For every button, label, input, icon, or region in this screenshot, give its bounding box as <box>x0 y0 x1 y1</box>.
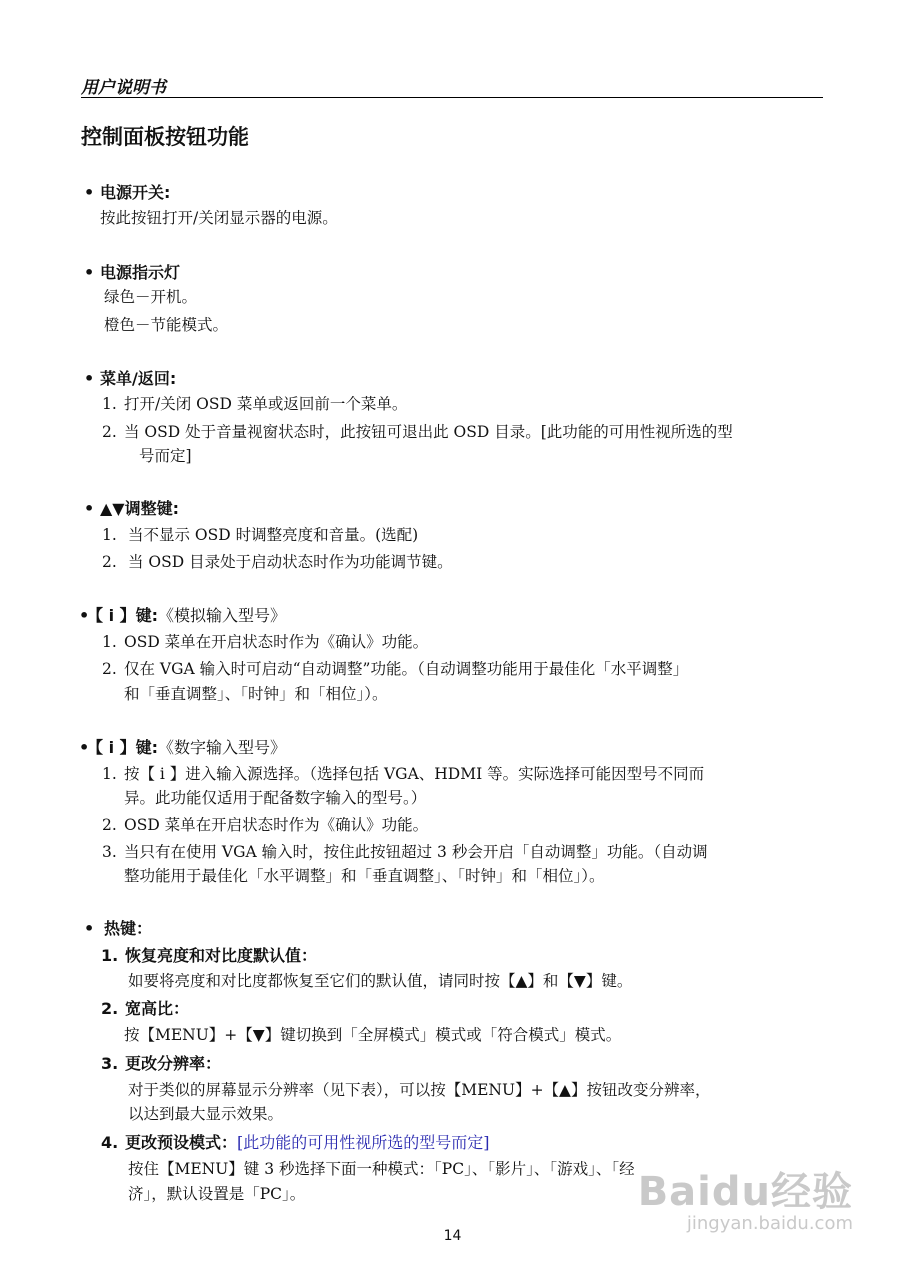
item-title: 更改预设模式： <box>125 1133 238 1152</box>
section-power-switch-heading <box>84 180 170 203</box>
power-led-green: 绿色－开机。 <box>104 288 198 306</box>
bullet: • <box>84 369 95 388</box>
list-item <box>102 813 428 835</box>
item-number: 2. <box>102 816 117 834</box>
header-rule <box>81 97 823 98</box>
item-number: 2. <box>102 423 117 441</box>
item-text: 打开/关闭 OSD 菜单或返回前一个菜单。 <box>124 395 408 413</box>
bullet: • <box>84 499 95 518</box>
section-title: ▲▼调整键: <box>100 499 180 518</box>
item-number: 4. <box>101 1133 119 1152</box>
bullet: • <box>79 606 90 625</box>
item-title: 宽高比： <box>125 999 190 1018</box>
item-number: 1. <box>102 526 117 544</box>
hotkey-reset-heading <box>101 943 317 966</box>
bullet: • <box>84 263 95 282</box>
watermark-url: jingyan.baidu.com <box>686 1213 853 1234</box>
item-text: OSD 菜单在开启状态时作为《确认》功能。 <box>124 633 429 651</box>
item-continuation: 异。此功能仅适用于配备数字输入的型号。） <box>124 789 427 807</box>
list-item <box>102 420 733 442</box>
hotkey-aspect-text: 按【MENU】+【▼】键切换到「全屏模式」模式或「符合模式」模式。 <box>124 1026 622 1044</box>
bullet: • <box>84 919 95 938</box>
baidu-watermark <box>638 1160 853 1234</box>
list-item <box>102 657 688 679</box>
item-continuation: 以达到最大显示效果。 <box>128 1105 284 1123</box>
item-text: 当 OSD 处于音量视窗状态时，此按钮可退出此 OSD 目录。[此功能的可用性视所选的型 <box>124 423 733 441</box>
item-text: 当不显示 OSD 时调整亮度和音量。(选配) <box>128 526 419 544</box>
section-title: 【 i 】键: <box>87 606 159 625</box>
hotkey-resolution-heading <box>101 1051 221 1074</box>
section-i-key-digital-heading <box>79 735 286 758</box>
hotkey-preset-note: [此功能的可用性视所选的型号而定] <box>237 1133 490 1152</box>
section-note: 《数字输入型号》 <box>158 738 287 757</box>
section-title: 电源指示灯 <box>100 263 181 282</box>
power-led-orange: 橙色－节能模式。 <box>104 316 229 334</box>
item-continuation: 和「垂直调整」、「时钟」和「相位」）。 <box>124 685 388 703</box>
section-title: 热键： <box>104 919 153 938</box>
item-continuation: 济」，默认设置是「PC」。 <box>128 1185 306 1203</box>
item-number: 3. <box>102 843 117 861</box>
list-item <box>102 630 428 652</box>
hotkey-aspect-heading <box>101 996 189 1019</box>
item-number: 3. <box>101 1054 119 1073</box>
item-number: 1. <box>101 946 119 965</box>
list-item <box>102 392 407 414</box>
page-number: 14 <box>443 1228 462 1244</box>
section-title: 电源开关: <box>100 183 171 202</box>
power-switch-text: 按此按钮打开/关闭显示器的电源。 <box>100 209 338 227</box>
section-hotkeys-heading <box>84 916 152 939</box>
item-continuation: 号而定] <box>139 447 192 465</box>
item-title: 更改分辨率： <box>125 1054 222 1073</box>
hotkey-reset-text: 如要将亮度和对比度都恢复至它们的默认值，请同时按【▲】和【▼】键。 <box>128 972 633 990</box>
section-adjust-keys-heading <box>84 496 179 519</box>
list-item <box>102 550 453 572</box>
item-continuation: 整功能用于最佳化「水平调整」和「垂直调整」、「时钟」和「相位」）。 <box>124 867 605 885</box>
watermark-logo: Baidu经验 <box>637 1169 853 1215</box>
list-item <box>102 840 708 862</box>
item-number: 1. <box>102 765 117 783</box>
page-title: 控制面板按钮功能 <box>81 125 249 149</box>
section-power-led-heading <box>84 260 180 283</box>
hotkey-preset-text: 按住【MENU】键 3 秒选择下面一种模式：「PC」、「影片」、「游戏」、「经 <box>128 1160 635 1178</box>
section-note: 《模拟输入型号》 <box>158 606 287 625</box>
section-title: 【 i 】键: <box>87 738 159 757</box>
bullet: • <box>84 183 95 202</box>
item-text: OSD 菜单在开启状态时作为《确认》功能。 <box>124 816 429 834</box>
item-text: 当 OSD 目录处于启动状态时作为功能调节键。 <box>128 553 453 571</box>
hotkey-preset-heading <box>101 1130 490 1153</box>
hotkey-resolution-text: 对于类似的屏幕显示分辨率（见下表），可以按【MENU】+【▲】按钮改变分辨率， <box>128 1081 711 1099</box>
item-number: 2. <box>102 660 117 678</box>
item-number: 2. <box>102 553 117 571</box>
item-number: 2. <box>101 999 119 1018</box>
header-title: 用户说明书 <box>81 78 166 98</box>
item-text: 当只有在使用 VGA 输入时，按住此按钮超过 3 秒会开启「自动调整」功能。（自动调 <box>124 843 708 861</box>
item-text: 仅在 VGA 输入时可启动“自动调整”功能。（自动调整功能用于最佳化「水平调整」 <box>124 660 689 678</box>
item-number: 1. <box>102 395 117 413</box>
item-title: 恢复亮度和对比度默认值： <box>125 946 318 965</box>
section-title: 菜单/返回: <box>100 369 177 388</box>
section-i-key-analog-heading <box>79 603 286 626</box>
item-number: 1. <box>102 633 117 651</box>
section-menu-back-heading <box>84 366 176 389</box>
item-text: 按【 i 】进入输入源选择。（选择包括 VGA、HDMI 等。实际选择可能因型号不同而 <box>124 765 705 783</box>
list-item <box>102 762 704 784</box>
list-item <box>102 523 418 545</box>
bullet: • <box>79 738 90 757</box>
